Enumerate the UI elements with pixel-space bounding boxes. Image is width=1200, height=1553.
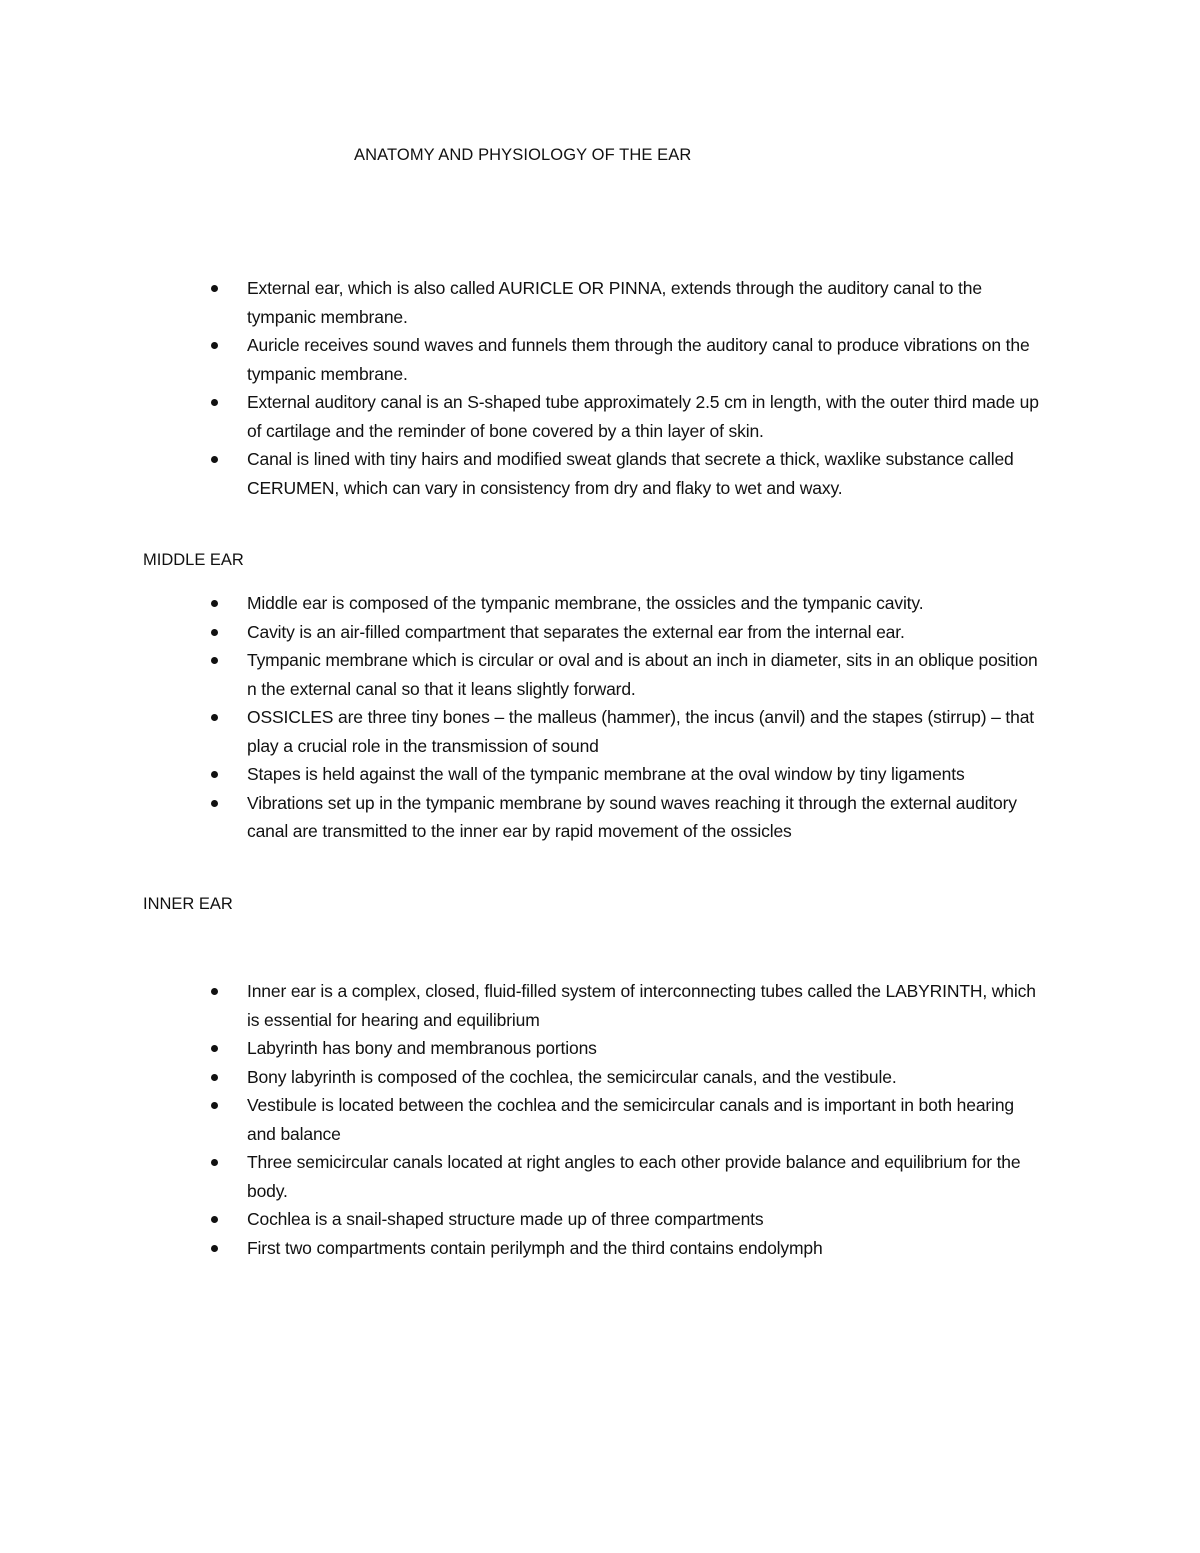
list-item: External auditory canal is an S-shaped tube approximately 2.5 cm in length, with the outer third made up of cartilage and the reminder of bone covered by a thin layer of skin. [0,388,1047,445]
bullet-icon [211,1074,218,1081]
list-item: Three semicircular canals located at right angles to each other provide balance and equilibrium for the body. [0,1148,1047,1205]
inner-ear-heading: INNER EAR [143,895,233,913]
list-item: Vibrations set up in the tympanic membrane by sound waves reaching it through the external auditory canal are transmitted to the inner ear by rapid movement of the ossicles [0,789,1047,846]
list-item: External ear, which is also called AURICLE OR PINNA, extends through the auditory canal to the tympanic membrane. [0,274,1047,331]
bullet-icon [211,399,218,406]
middle-ear-heading: MIDDLE EAR [143,551,244,569]
bullet-icon [211,714,218,721]
bullet-icon [211,1216,218,1223]
bullet-icon [211,988,218,995]
bullet-icon [211,771,218,778]
document-title: ANATOMY AND PHYSIOLOGY OF THE EAR [354,146,692,164]
bullet-icon [211,1245,218,1252]
list-item: Bony labyrinth is composed of the cochlea, the semicircular canals, and the vestibule. [0,1063,1047,1092]
bullet-icon [211,800,218,807]
external-ear-list [0,274,1200,502]
list-item: Stapes is held against the wall of the tympanic membrane at the oval window by tiny ligaments [0,760,1047,789]
bullet-icon [211,629,218,636]
list-item: Canal is lined with tiny hairs and modified sweat glands that secrete a thick, waxlike substance called CERUMEN, which can vary in consistency from dry and flaky to wet and waxy. [0,445,1047,502]
list-item: Labyrinth has bony and membranous portions [0,1034,1047,1063]
list-item: OSSICLES are three tiny bones – the malleus (hammer), the incus (anvil) and the stapes (stirrup) – that play a crucial role in the transmission of sound [0,703,1047,760]
list-item: Vestibule is located between the cochlea and the semicircular canals and is important in both hearing and balance [0,1091,1047,1148]
bullet-icon [211,342,218,349]
bullet-icon [211,285,218,292]
bullet-icon [211,1045,218,1052]
list-item: Cochlea is a snail-shaped structure made up of three compartments [0,1205,1047,1234]
list-item: Cavity is an air-filled compartment that separates the external ear from the internal ear. [0,618,1047,647]
list-item: Middle ear is composed of the tympanic membrane, the ossicles and the tympanic cavity. [0,589,1047,618]
list-item: First two compartments contain perilymph and the third contains endolymph [0,1234,1047,1263]
bullet-icon [211,1159,218,1166]
list-item: Tympanic membrane which is circular or oval and is about an inch in diameter, sits in an oblique position n the external canal so that it leans slightly forward. [0,646,1047,703]
bullet-icon [211,1102,218,1109]
list-item: Inner ear is a complex, closed, fluid-filled system of interconnecting tubes called the LABYRINTH, which is essential for hearing and equilibrium [0,977,1047,1034]
bullet-icon [211,657,218,664]
inner-ear-list [0,977,1200,1262]
bullet-icon [211,456,218,463]
list-item: Auricle receives sound waves and funnels them through the auditory canal to produce vibrations on the tympanic membrane. [0,331,1047,388]
middle-ear-list [0,589,1200,846]
bullet-icon [211,600,218,607]
